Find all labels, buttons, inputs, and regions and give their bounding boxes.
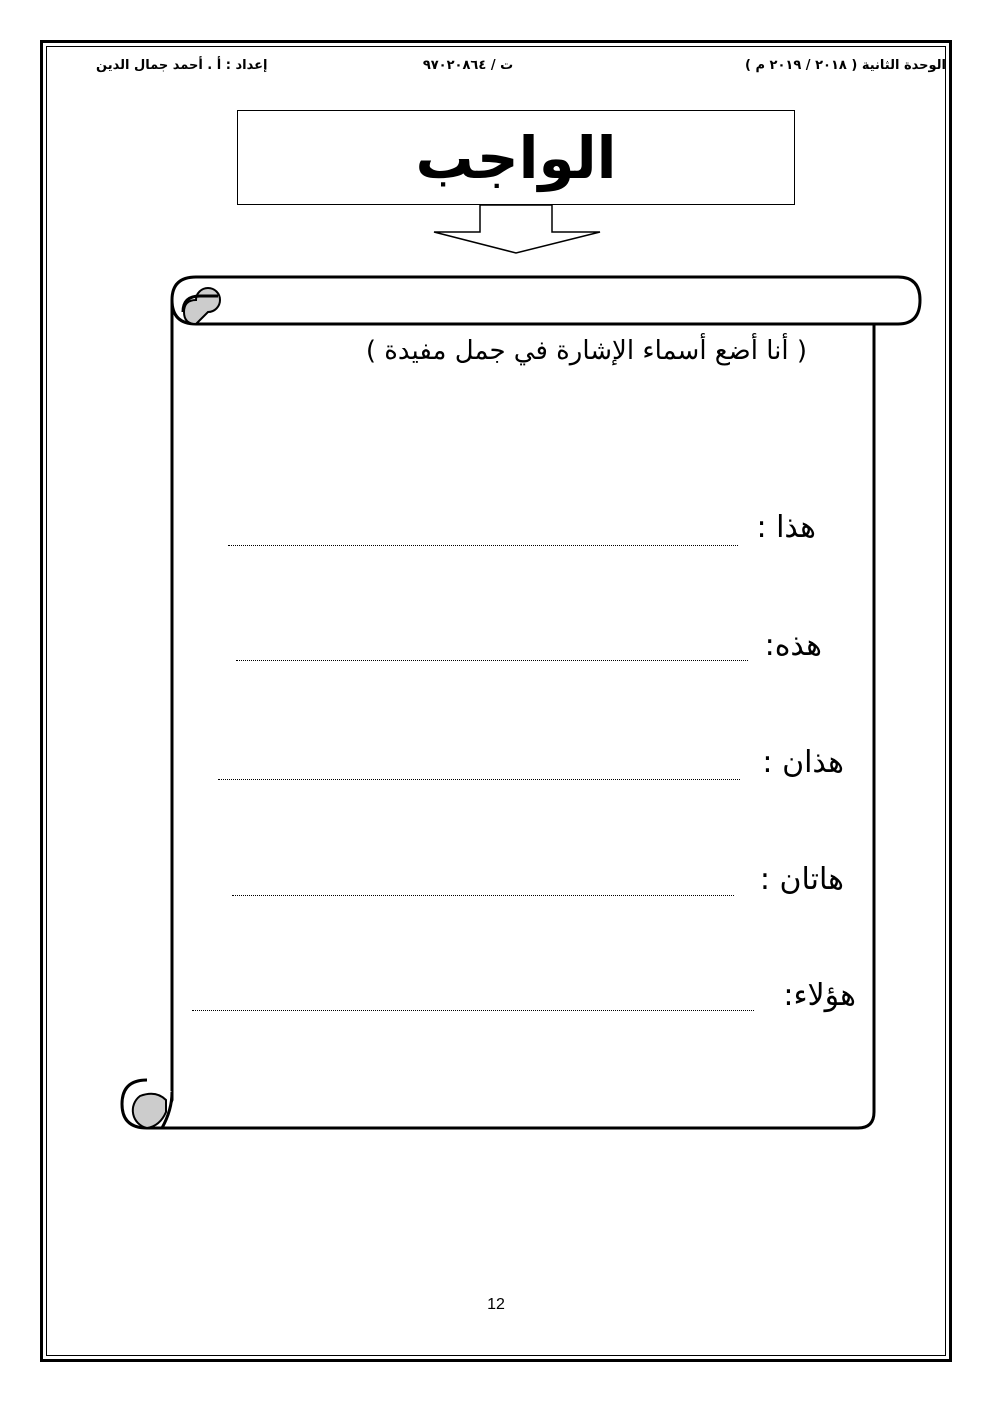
answer-line-4[interactable] <box>232 895 734 896</box>
label-hatan: هاتان : <box>759 862 844 897</box>
answer-line-2[interactable] <box>236 660 748 661</box>
header-unit: الوحدة الثانية ( ٢٠١٨ / ٢٠١٩ م ) <box>744 58 946 73</box>
answer-line-5[interactable] <box>192 1010 754 1011</box>
answer-line-1[interactable] <box>228 545 738 546</box>
label-hathan: هذان : <box>762 745 844 780</box>
instruction-text: ( أنا أضع أسماء الإشارة في جمل مفيدة ) <box>365 336 807 366</box>
header-phone: ت / ٩٧٠٢٠٨٦٤ <box>422 58 514 73</box>
label-hathihi: هذه: <box>764 628 822 663</box>
label-hatha: هذا : <box>756 510 816 545</box>
label-haolai: هؤلاء: <box>783 978 856 1013</box>
page-number: 12 <box>487 1296 505 1313</box>
page-title: الواجب <box>415 123 617 192</box>
header-author: إعداد : أ . أحمد جمال الدين <box>96 58 268 73</box>
answer-line-3[interactable] <box>218 779 740 780</box>
down-arrow-icon <box>434 205 600 253</box>
